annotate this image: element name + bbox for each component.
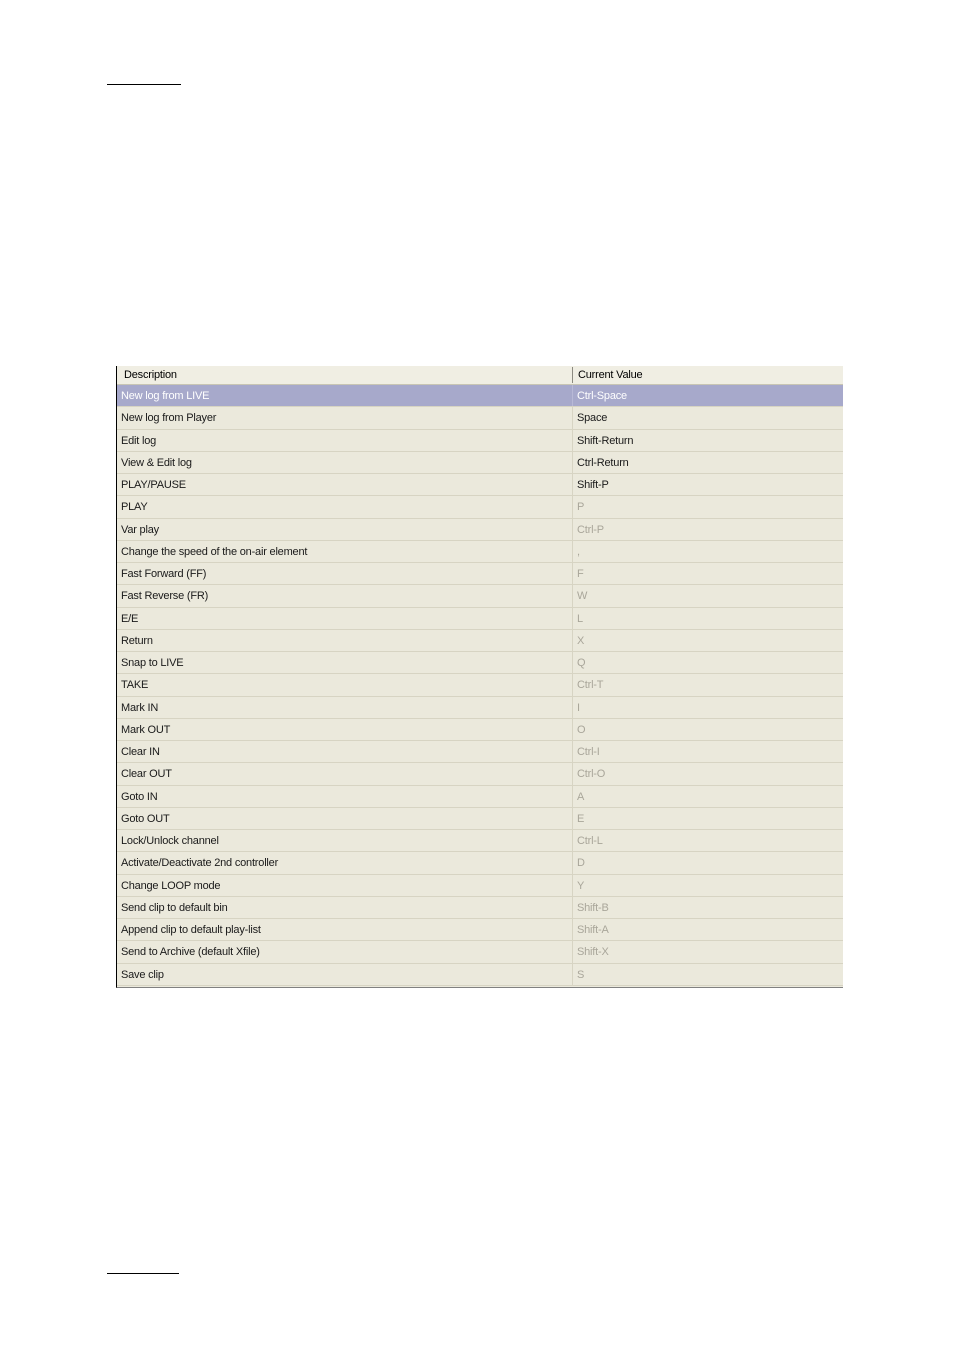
cell-divider: [572, 630, 573, 651]
row-shortcut-value[interactable]: O: [577, 723, 586, 736]
cell-divider: [572, 585, 573, 606]
row-description: New log from Player: [121, 412, 217, 425]
table-row[interactable]: [117, 407, 843, 429]
row-shortcut-value[interactable]: X: [577, 634, 585, 647]
shortcut-table: [116, 366, 843, 988]
cell-divider: [572, 474, 573, 495]
table-row[interactable]: [117, 697, 843, 719]
row-description: Clear IN: [121, 746, 160, 758]
table-row[interactable]: [117, 630, 843, 652]
table-row[interactable]: [117, 385, 843, 407]
row-shortcut-value[interactable]: Shift-X: [577, 946, 609, 959]
table-row[interactable]: [117, 496, 843, 518]
row-description: Goto IN: [121, 790, 158, 803]
table-row[interactable]: [117, 474, 843, 496]
cell-divider: [572, 719, 573, 740]
table-row[interactable]: [117, 897, 843, 919]
table-body: [117, 385, 843, 986]
cell-divider: [572, 407, 573, 428]
row-description: Save clip: [121, 968, 164, 981]
cell-divider: [572, 941, 573, 962]
row-shortcut-value[interactable]: W: [577, 590, 588, 603]
cell-divider: [572, 496, 573, 517]
row-description: Send to Archive (default Xfile): [121, 946, 260, 959]
column-header-current-value[interactable]: Current Value: [578, 369, 643, 381]
table-row[interactable]: [117, 964, 843, 986]
table-row[interactable]: [117, 875, 843, 897]
table-row[interactable]: [117, 674, 843, 696]
row-shortcut-value[interactable]: Shift-Return: [577, 434, 634, 447]
row-shortcut-value[interactable]: I: [577, 701, 580, 714]
cell-divider: [572, 608, 573, 629]
row-description: Mark OUT: [121, 723, 171, 736]
row-description: Goto OUT: [121, 812, 170, 825]
row-shortcut-value[interactable]: Shift-A: [577, 924, 609, 936]
row-shortcut-value[interactable]: Ctrl-L: [577, 835, 603, 847]
cell-divider: [572, 786, 573, 807]
cell-divider: [572, 875, 573, 896]
cell-divider: [572, 741, 573, 762]
row-shortcut-value[interactable]: Ctrl-Space: [577, 390, 627, 402]
row-description: Activate/Deactivate 2nd controller: [121, 857, 279, 870]
table-row[interactable]: [117, 541, 843, 563]
cell-divider: [572, 763, 573, 784]
table-row[interactable]: [117, 786, 843, 808]
row-description: PLAY/PAUSE: [121, 479, 186, 491]
row-description: Mark IN: [121, 701, 159, 714]
cell-divider: [572, 964, 573, 985]
table-row[interactable]: [117, 852, 843, 874]
row-description: New log from LIVE: [121, 390, 210, 402]
row-description: Return: [121, 634, 153, 647]
cell-divider: [572, 519, 573, 540]
row-description: Fast Forward (FF): [121, 568, 207, 580]
cell-divider: [572, 541, 573, 562]
row-description: TAKE: [121, 679, 149, 692]
row-description: Send clip to default bin: [121, 901, 228, 914]
table-row[interactable]: [117, 563, 843, 585]
table-row[interactable]: [117, 652, 843, 674]
cell-divider: [572, 852, 573, 873]
cell-divider: [572, 674, 573, 695]
column-divider[interactable]: [572, 367, 573, 383]
row-shortcut-value[interactable]: D: [577, 857, 585, 870]
row-shortcut-value[interactable]: L: [577, 612, 583, 625]
row-description: Change LOOP mode: [121, 879, 221, 892]
table-row[interactable]: [117, 919, 843, 941]
cell-divider: [572, 697, 573, 718]
row-shortcut-value[interactable]: Ctrl-I: [577, 746, 600, 758]
table-row[interactable]: [117, 608, 843, 630]
cell-divider: [572, 808, 573, 829]
row-shortcut-value[interactable]: Ctrl-Return: [577, 456, 629, 469]
row-shortcut-value[interactable]: Ctrl-P: [577, 523, 604, 536]
cell-divider: [572, 563, 573, 584]
cell-divider: [572, 830, 573, 851]
table-row[interactable]: [117, 808, 843, 830]
row-shortcut-value[interactable]: E: [577, 812, 585, 825]
cell-divider: [572, 897, 573, 918]
table-row[interactable]: [117, 763, 843, 785]
row-description: Change the speed of the on-air element: [121, 545, 308, 558]
row-shortcut-value[interactable]: Ctrl-O: [577, 768, 606, 781]
row-shortcut-value[interactable]: Y: [577, 879, 585, 892]
row-shortcut-value[interactable]: Shift-P: [577, 479, 609, 491]
row-shortcut-value[interactable]: Ctrl-T: [577, 679, 604, 692]
row-shortcut-value[interactable]: Q: [577, 657, 586, 669]
table-row[interactable]: [117, 585, 843, 607]
row-description: Fast Reverse (FR): [121, 590, 209, 603]
table-row[interactable]: [117, 719, 843, 741]
table-row[interactable]: [117, 452, 843, 474]
row-description: E/E: [121, 612, 139, 625]
row-description: Append clip to default play-list: [121, 924, 261, 936]
row-shortcut-value[interactable]: S: [577, 968, 585, 981]
footer-rule: [107, 1273, 179, 1274]
row-description: PLAY: [121, 501, 148, 514]
row-shortcut-value[interactable]: F: [577, 568, 584, 580]
row-shortcut-value[interactable]: A: [577, 790, 585, 803]
row-description: Clear OUT: [121, 768, 172, 781]
row-description: Snap to LIVE: [121, 657, 184, 669]
table-header: [117, 366, 843, 385]
cell-divider: [572, 919, 573, 940]
table-row[interactable]: [117, 941, 843, 963]
row-description: Var play: [121, 523, 159, 536]
row-description: View & Edit log: [121, 456, 192, 469]
table-row[interactable]: [117, 830, 843, 852]
row-description: Lock/Unlock channel: [121, 835, 219, 847]
table-row[interactable]: [117, 430, 843, 452]
cell-divider: [572, 652, 573, 673]
table-row[interactable]: [117, 741, 843, 763]
row-shortcut-value[interactable]: ,: [577, 545, 580, 558]
cell-divider: [572, 385, 573, 406]
cell-divider: [572, 430, 573, 451]
cell-divider: [572, 452, 573, 473]
row-shortcut-value[interactable]: Space: [577, 412, 608, 425]
row-shortcut-value[interactable]: P: [577, 501, 585, 514]
table-row[interactable]: [117, 519, 843, 541]
column-header-description[interactable]: Description: [124, 369, 177, 381]
row-description: Edit log: [121, 434, 157, 447]
row-shortcut-value[interactable]: Shift-B: [577, 901, 609, 914]
header-rule: [107, 84, 181, 85]
